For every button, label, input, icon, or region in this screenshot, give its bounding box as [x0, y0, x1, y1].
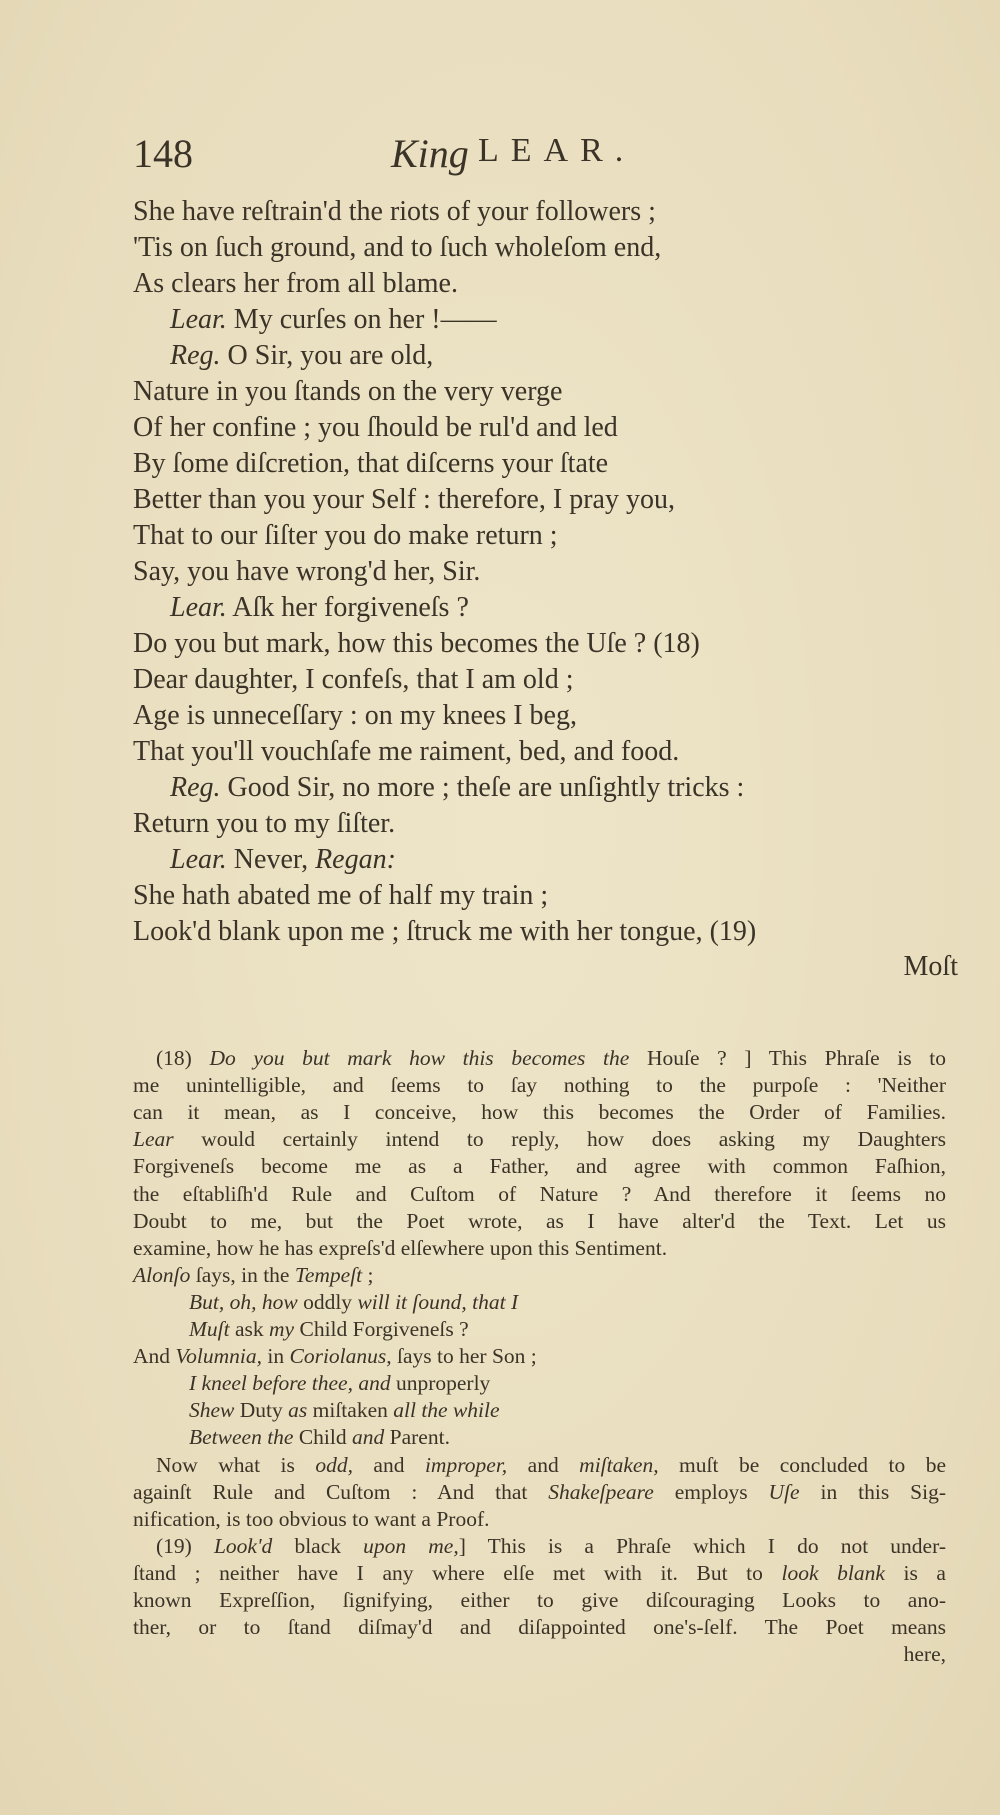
text: ; [362, 1262, 374, 1287]
text: Return you to my ſiſter. [133, 808, 396, 839]
italic-text: Lear. [170, 304, 227, 335]
italic-text: Shew [189, 1398, 235, 1423]
verse-line [133, 482, 958, 518]
text: Do you but mark, how this becomes the Uſe ? (18) [133, 628, 700, 659]
text: Doubt to me, but the Poet wrote, as I have alter'd the Text. Let us [133, 1208, 946, 1233]
italic-text: Between the [189, 1425, 294, 1450]
text: and [352, 1452, 425, 1477]
footnote-line [133, 1641, 946, 1668]
footnote-line [133, 1181, 946, 1208]
italic-text: Lear. [170, 844, 227, 875]
verse-line [133, 446, 958, 482]
footnote-line [133, 1506, 946, 1533]
text: muſt be concluded to be [658, 1452, 947, 1477]
text: Child Forgiveneſs ? [294, 1317, 469, 1341]
italic-text: will it ſound, that I [357, 1289, 519, 1314]
text: 'Tis on ſuch ground, and to ſuch wholeſom end, [133, 232, 662, 263]
italic-text: Lear. [170, 592, 227, 623]
verse-line [133, 374, 958, 410]
footnote-line [133, 1343, 946, 1370]
text: black [272, 1533, 364, 1558]
text: here, [903, 1642, 946, 1667]
text: examine, how he has expreſs'd elſewhere upon this Sentiment. [133, 1235, 668, 1260]
text: unproperly [390, 1371, 491, 1396]
text: My curſes on her !—— [226, 304, 497, 335]
verse-line [133, 662, 958, 698]
catchword: Moſt [903, 951, 958, 982]
text: nification, is too obvious to want a Proof. [133, 1506, 490, 1531]
footnote-line [133, 1614, 946, 1641]
text: can it mean, as I conceive, how this becomes the Order of Families. [133, 1100, 946, 1125]
footnote-line [133, 1560, 946, 1587]
text: would certainly intend to reply, how does asking my Daughters [173, 1127, 946, 1152]
text: Child [293, 1425, 353, 1450]
text: Age is unneceſſary : on my knees I beg, [133, 700, 577, 731]
text: ſays to her Son ; [391, 1344, 537, 1369]
text: Parent. [384, 1425, 450, 1450]
text: in this Sig- [799, 1479, 946, 1504]
text: known Expreſſion, ſignifying, either to give diſcouraging Looks to ano- [133, 1588, 946, 1612]
page-number: 148 [133, 131, 193, 176]
verse-line [170, 302, 995, 338]
verse-line [133, 878, 958, 914]
text: Duty [234, 1398, 289, 1423]
footnote-line [156, 1533, 946, 1560]
footnote-line [189, 1424, 1000, 1451]
footnote-line [189, 1289, 1000, 1316]
italic-text: my [269, 1317, 295, 1341]
verse-line [170, 590, 995, 626]
text: and [507, 1452, 580, 1477]
italic-text: odd, [315, 1452, 353, 1477]
italic-text: But, oh, how [189, 1289, 298, 1314]
text: ] This is a Phraſe which I do not under- [458, 1533, 946, 1558]
text: That you'll vouchſafe me raiment, bed, and food. [133, 736, 680, 767]
text: Now what is [156, 1452, 316, 1477]
italic-text: miſtaken, [579, 1452, 659, 1477]
footnote-line [133, 1153, 946, 1180]
text: Better than you your Self : therefore, I pray you, [133, 484, 675, 515]
italic-text: as [288, 1398, 308, 1423]
italic-text: Coriolanus, [289, 1344, 392, 1369]
verse-line [133, 230, 958, 266]
text: That to our ſiſter you do make return ; [133, 520, 558, 551]
italic-text: Regan: [315, 844, 396, 875]
footnote-line [133, 1235, 946, 1262]
verse-line [170, 338, 995, 374]
text: is a [884, 1560, 946, 1585]
text: Aſk her forgiveneſs ? [226, 592, 469, 623]
footnote-line [133, 1208, 946, 1235]
italic-text: Reg. [170, 772, 221, 803]
verse-line [133, 410, 958, 446]
text: employs [653, 1479, 769, 1504]
text: ask [229, 1317, 270, 1341]
text: ther, or to ſtand diſmay'd and diſappointed one's-ſelf. The Poet means [133, 1615, 946, 1640]
italic-text: I kneel before thee, and [189, 1371, 391, 1396]
footnote-line [133, 1126, 946, 1153]
footnote-line [133, 1099, 946, 1126]
text: miſtaken [307, 1398, 394, 1423]
italic-text: Uſe [768, 1479, 800, 1504]
footnote-line [156, 1452, 946, 1479]
italic-text: Volumnia, [175, 1344, 263, 1369]
verse-line [133, 626, 958, 662]
footnote-line [133, 1072, 946, 1099]
text: againſt Rule and Cuſtom : And that [133, 1479, 549, 1504]
italic-text: Look'd [213, 1533, 273, 1558]
italic-text: Muſt [189, 1317, 230, 1341]
verse-line [133, 914, 958, 950]
text: Say, you have wrong'd her, Sir. [133, 556, 481, 587]
footnote-line [133, 1587, 946, 1614]
italic-text: all the while [393, 1398, 500, 1423]
footnote-line [156, 1045, 946, 1072]
verse-line [133, 698, 958, 734]
italic-text: Tempeſt [294, 1262, 363, 1287]
text: She hath abated me of half my train ; [133, 880, 549, 911]
running-title-italic: King [391, 131, 469, 176]
text: oddly [297, 1289, 358, 1314]
verse-line [133, 518, 958, 554]
text: the eſtabliſh'd Rule and Cuſtom of Nature ? And therefore it ſeems no [133, 1181, 946, 1206]
italic-text: improper, [424, 1452, 508, 1477]
italic-text: Alonſo [133, 1262, 191, 1287]
text: ſays, in the [190, 1262, 295, 1287]
text: Nature in you ſtands on the very verge [133, 376, 563, 407]
text: me unintelligible, and ſeems to ſay nothing to the purpoſe : 'Neither [133, 1073, 946, 1098]
footnote-line [189, 1316, 1000, 1343]
text: As clears her from all blame. [133, 268, 458, 299]
text: Dear daughter, I confeſs, that I am old ; [133, 664, 574, 695]
text: (19) [156, 1533, 214, 1558]
verse-line [170, 770, 995, 806]
verse-line [133, 194, 958, 230]
footnote-line [133, 1479, 946, 1506]
text: (18) [156, 1046, 210, 1070]
verse-line [133, 554, 958, 590]
italic-text: Lear [133, 1127, 174, 1152]
text: Never, [226, 844, 316, 875]
text: Forgiveneſs become me as a Father, and agree with common Faſhion, [133, 1154, 946, 1179]
text: Of her confine ; you ſhould be rul'd and led [133, 412, 618, 443]
verse-line [133, 806, 958, 842]
text: in [262, 1344, 290, 1369]
text: By ſome diſcretion, that diſcerns your ſtate [133, 448, 609, 479]
italic-text: Reg. [170, 340, 221, 371]
text: And [133, 1344, 176, 1369]
text: Look'd blank upon me ; ſtruck me with her tongue, (19) [133, 916, 757, 947]
text: O Sir, you are old, [220, 340, 434, 371]
italic-text: Do you but mark how this becomes the [209, 1046, 630, 1070]
running-title-caps: LEAR. [478, 132, 636, 169]
footnote-line [189, 1397, 1000, 1424]
verse-line [133, 266, 958, 302]
italic-text: look blank [781, 1560, 885, 1585]
italic-text: Shakeſpeare [548, 1479, 654, 1504]
text: She have reſtrain'd the riots of your followers ; [133, 196, 656, 227]
footnote-line [189, 1370, 1000, 1397]
verse-line [170, 842, 995, 878]
italic-text: and [352, 1425, 385, 1450]
text: ſtand ; neither have I any where elſe met with it. But to [133, 1560, 782, 1585]
text: Houſe ? ] This Phraſe is to [629, 1046, 946, 1070]
verse-line [133, 734, 958, 770]
italic-text: upon me, [363, 1533, 459, 1558]
footnote-line [133, 1262, 946, 1289]
text: Good Sir, no more ; theſe are unſightly tricks : [220, 772, 745, 803]
